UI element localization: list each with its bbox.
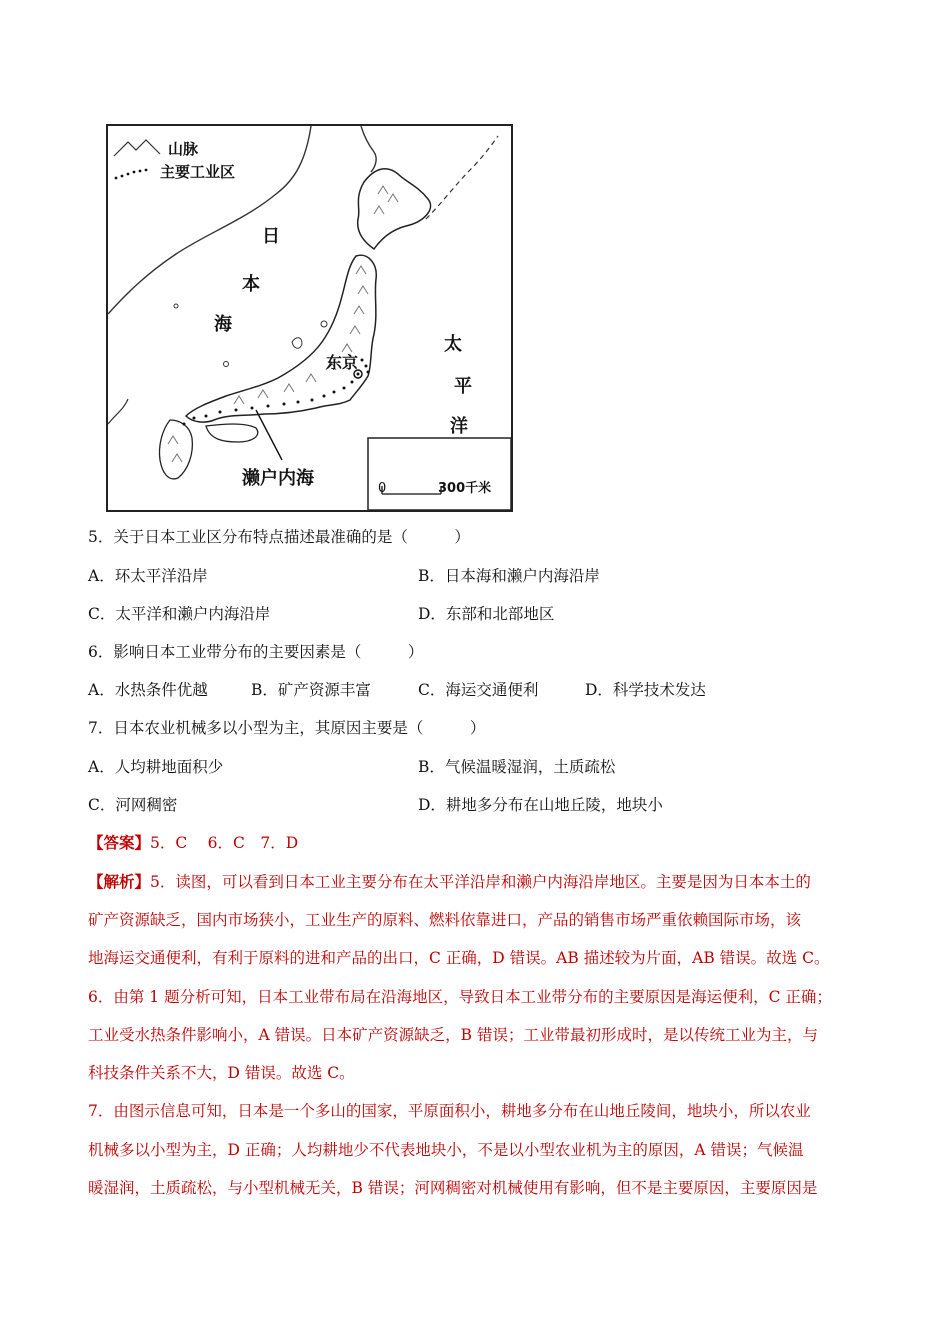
- q7-option-a: A．人均耕地面积少: [88, 758, 224, 776]
- analysis-line-4: 6．由第 1 题分析可知，日本工业带布局在沿海地区，导致日本工业带分布的主要原因是海运便利，C 正确；: [88, 988, 832, 1006]
- scale-label: 300千米: [438, 481, 492, 496]
- analysis-line-6: 科技条件关系不大，D 错误。故选 C。: [88, 1064, 355, 1082]
- sea-japan-char-2: 本: [242, 274, 260, 295]
- analysis-line-7: 7．由图示信息可知，日本是一个多山的国家，平原面积小，耕地多分布在山地丘陵间，地块小，所以农业: [88, 1102, 811, 1120]
- analysis-line-8: 机械多以小型为主，D 正确；人均耕地少不代表地块小，不是以小型农业机为主的原因，A 错误；气候温: [88, 1141, 804, 1159]
- analysis-text-1: 5．读图，可以看到日本工业主要分布在太平洋沿岸和濑户内海沿岸地区。主要是因为日本本土的: [150, 873, 811, 891]
- q6-option-a: A．水热条件优越: [88, 681, 208, 699]
- q7-option-d: D．耕地多分布在山地丘陵，地块小: [418, 796, 663, 814]
- analysis-line-1: [88, 872, 866, 892]
- q6-option-b: B．矿产资源丰富: [251, 681, 371, 699]
- ocean-pacific-char-1: 太: [444, 334, 462, 355]
- q5-option-b: B．日本海和濑户内海沿岸: [418, 567, 600, 585]
- analysis-line-3: 地海运交通便利，有利于原料的进和产品的出口，C 正确，D 错误。AB 描述较为片面，AB 错误。故选 C。: [88, 949, 830, 967]
- q5-option-c: C．太平洋和濑户内海沿岸: [88, 605, 271, 623]
- sea-japan-char-3: 海: [214, 314, 232, 335]
- sea-japan-char-1: 日: [262, 226, 280, 247]
- question-5-stem: 5．关于日本工业区分布特点描述最准确的是（ ）: [88, 528, 470, 546]
- answer-text: 5．C 6．C 7．D: [150, 834, 299, 852]
- q7-option-b: B．气候温暖湿润，土质疏松: [418, 758, 616, 776]
- scale-zero: 0: [378, 481, 387, 496]
- ocean-pacific-char-2: 平: [454, 376, 472, 397]
- q6-option-c: C．海运交通便利: [418, 681, 539, 699]
- question-6-stem: 6．影响日本工业带分布的主要因素是（ ）: [88, 643, 424, 661]
- analysis-line-9: 暖湿润，土质疏松，与小型机械无关，B 错误；河网稠密对机械使用有影响，但不是主要原因，主要原因是: [88, 1179, 818, 1197]
- q6-option-d: D．科学技术发达: [585, 681, 706, 699]
- question-7-stem: 7．日本农业机械多以小型为主，其原因主要是（ ）: [88, 719, 486, 737]
- inland-sea-label: 濑户内海: [242, 468, 314, 489]
- answer-line: [88, 833, 298, 853]
- q5-option-d: D．东部和北部地区: [418, 605, 555, 623]
- ocean-pacific-char-3: 洋: [450, 416, 468, 437]
- analysis-line-2: 矿产资源缺乏，国内市场狭小，工业生产的原料、燃料依靠进口，产品的销售市场严重依赖国际市场，该: [88, 911, 802, 929]
- answer-label: 【答案】: [88, 833, 151, 852]
- legend-industry-label: 主要工业区: [160, 163, 236, 181]
- legend-mountain-label: 山脉: [168, 140, 199, 158]
- analysis-line-5: 工业受水热条件影响小，A 错误。日本矿产资源缺乏，B 错误；工业带最初形成时，是以传统工业为主，与: [88, 1026, 818, 1044]
- q7-option-c: C．河网稠密: [88, 796, 178, 814]
- analysis-label: 【解析】: [88, 872, 151, 891]
- q5-option-a: A．环太平洋沿岸: [88, 567, 208, 585]
- japan-industry-map: [106, 124, 513, 512]
- city-tokyo-label: 东京: [326, 353, 359, 372]
